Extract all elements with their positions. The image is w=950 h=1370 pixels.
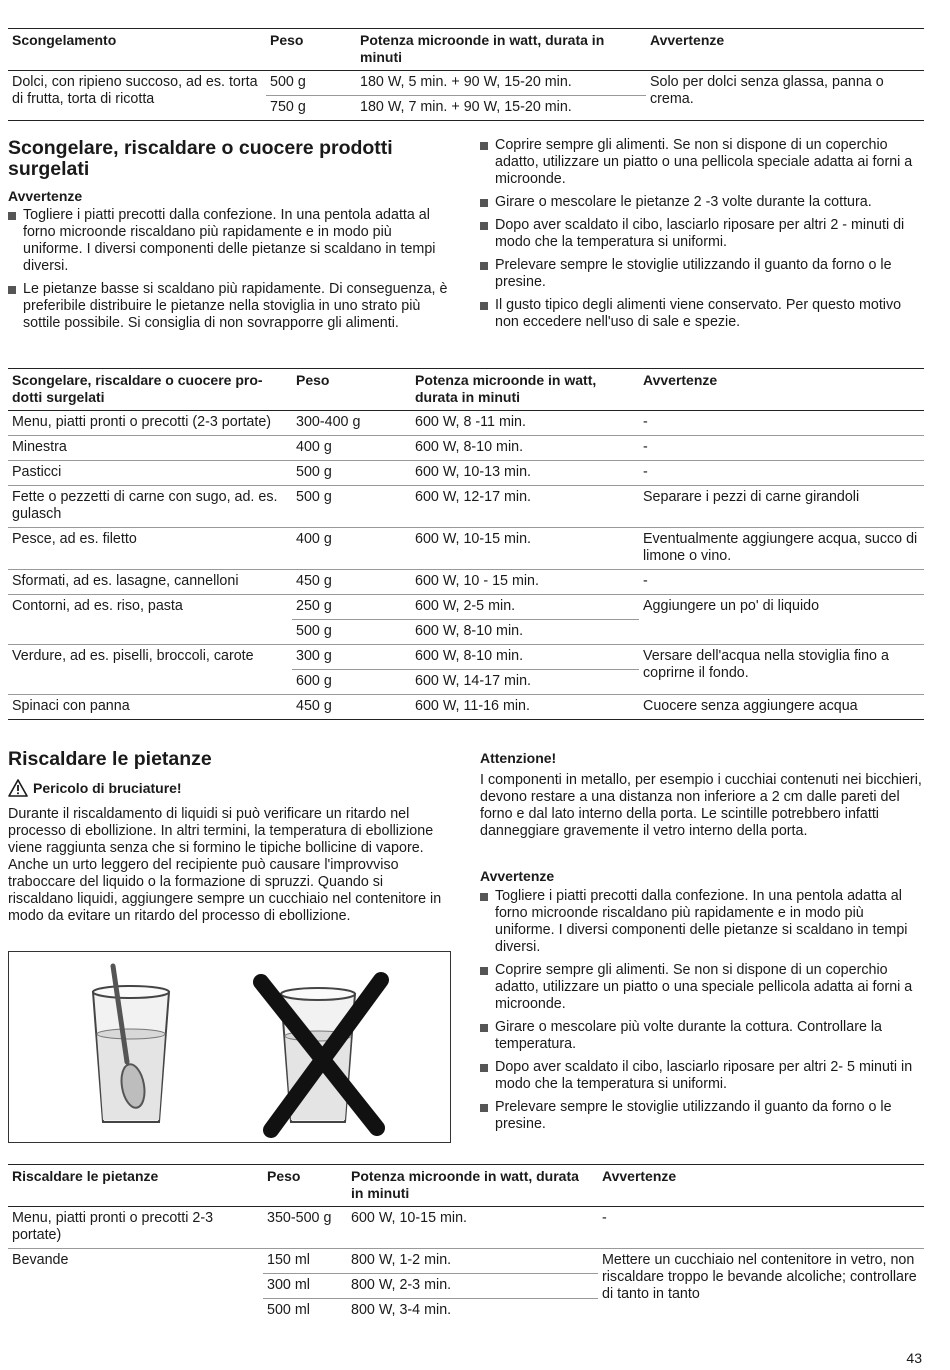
table-row bbox=[8, 570, 924, 595]
table-cell: 300 g bbox=[292, 645, 411, 670]
table-cell: Cuocere senza aggiungere acqua bbox=[639, 695, 924, 720]
list-item: Dopo aver scaldato il cibo, lasciarlo riposare per altri 2- 5 minuti in modo che la temperatura si uniformi. bbox=[480, 1059, 922, 1093]
col-header: Avvertenze bbox=[598, 1165, 924, 1207]
table-cell: 180 W, 7 min. + 90 W, 15-20 min. bbox=[356, 96, 646, 121]
table-cell: 600 W, 10 - 15 min. bbox=[411, 570, 639, 595]
warning-heading: Pericolo di bruciature! bbox=[8, 779, 182, 797]
col-header: Potenza microonde in watt, durata in minuti bbox=[347, 1165, 598, 1207]
table-cell: 600 W, 8 -11 min. bbox=[411, 411, 639, 436]
list-item: Girare o mescolare le pietanze 2 -3 volte durante la cottura. bbox=[480, 194, 922, 211]
table-cell: Mettere un cucchiaio nel contenitore in vetro, non riscaldare troppo le bevande alcoliche; controllare di tanto in tanto bbox=[602, 1252, 917, 1302]
table-cell: 600 W, 8-10 min. bbox=[411, 436, 639, 461]
glass-spoon-illustration bbox=[8, 951, 451, 1143]
list-item: Coprire sempre gli alimenti. Se non si dispone di un coperchio adatto, utilizzare un piatto o una speciale pellicola adatta ai forni a microonde. bbox=[480, 962, 922, 1013]
table-cell: 750 g bbox=[266, 96, 356, 121]
table-cell: 300 ml bbox=[263, 1274, 347, 1299]
table-cell: 250 g bbox=[292, 595, 411, 620]
table-cell: Minestra bbox=[8, 436, 292, 461]
frozen-food-table bbox=[8, 368, 924, 720]
list-item: Dopo aver scaldato il cibo, lasciarlo riposare per altri 2 - minuti di modo che la temperatura si uniformi. bbox=[480, 217, 922, 251]
table-cell: Sformati, ad es. lasagne, cannelloni bbox=[8, 570, 292, 595]
table-cell: 600 W, 8-10 min. bbox=[411, 620, 639, 645]
table-cell: Verdure, ad es. piselli, broccoli, carote bbox=[8, 645, 292, 695]
table-cell: 800 W, 3-4 min. bbox=[351, 1302, 452, 1318]
table-row bbox=[8, 461, 924, 486]
table-row bbox=[8, 528, 924, 570]
list-item: Girare o mescolare più volte durante la cottura. Controllare la temperatura. bbox=[480, 1019, 922, 1053]
list-item: Il gusto tipico degli alimenti viene conservato. Per questo motivo non eccedere nell'uso di sale e spezie. bbox=[480, 297, 922, 331]
table-row bbox=[8, 645, 924, 670]
table-cell: 500 ml bbox=[267, 1302, 310, 1318]
table-cell: 600 W, 2-5 min. bbox=[411, 595, 639, 620]
col-header: Avvertenze bbox=[646, 29, 924, 71]
table-cell: 450 g bbox=[292, 570, 411, 595]
table-cell: Separare i pezzi di carne girandoli bbox=[639, 486, 924, 528]
bullet-icon bbox=[480, 302, 488, 310]
col-header: Peso bbox=[292, 369, 411, 411]
table-cell: Menu, piatti pronti o precotti 2-3 portate) bbox=[8, 1207, 263, 1249]
col-header: Potenza microonde in watt, durata in minuti bbox=[411, 369, 639, 411]
list-item: Togliere i piatti precotti dalla confezione. In una pentola adatta al forno microonde riscaldano più rapidamente e in modo più uniforme. I diversi componenti delle pietanze si scaldano in tempi diversi. bbox=[480, 888, 922, 956]
table-cell: 600 W, 10-13 min. bbox=[411, 461, 639, 486]
col-header: Avvertenze bbox=[639, 369, 924, 411]
list-item: Le pietanze basse si scaldano più rapidamente. Di conseguenza, è preferibile distribuire le pietanze nella stoviglia in uno strato più sottile possibile. Si consiglia di non sovrapporre gli alimenti. bbox=[8, 281, 448, 332]
warning-text: Durante il riscaldamento di liquidi si può verificare un ritardo nel processo di ebollizione. In altri termini, la temperatura di ebollizione viene raggiunta senza che si formino le tipiche bollicine di vapore. Anche un urto leggero del recipiente può causare l'improvviso traboccare del liquido o la formazione di spruzzi. Quando si riscaldano liquidi, aggiungere sempre un cucchiaio nel contenitore in modo da evitare un ritardo del processo di ebollizione. bbox=[8, 806, 442, 924]
thaw-cakes-table bbox=[8, 28, 924, 121]
bullet-icon bbox=[480, 1064, 488, 1072]
table-cell: 600 W, 11-16 min. bbox=[411, 695, 639, 720]
table-cell: 350-500 g bbox=[263, 1207, 347, 1249]
col-header: Peso bbox=[266, 29, 356, 71]
bullet-icon bbox=[480, 199, 488, 207]
table-row bbox=[8, 486, 924, 528]
notes-list bbox=[480, 137, 922, 337]
table-cell: Pesce, ad es. filetto bbox=[8, 528, 292, 570]
table-cell: Spinaci con panna bbox=[8, 695, 292, 720]
table-cell: Fette o pezzetti di carne con sugo, ad. es. gulasch bbox=[8, 486, 292, 528]
bullet-icon bbox=[480, 222, 488, 230]
bullet-icon bbox=[8, 286, 16, 294]
notes-list bbox=[480, 888, 922, 1139]
table-cell: 450 g bbox=[292, 695, 411, 720]
bullet-icon bbox=[480, 893, 488, 901]
bullet-icon bbox=[480, 142, 488, 150]
table-row bbox=[8, 1249, 924, 1274]
table-row bbox=[8, 436, 924, 461]
bullet-icon bbox=[8, 212, 16, 220]
list-item: Coprire sempre gli alimenti. Se non si dispone di un coperchio adatto, utilizzare un piatto o una pellicola speciale adatta ai forni a microonde. bbox=[480, 137, 922, 188]
table-cell: Contorni, ad es. riso, pasta bbox=[8, 595, 292, 645]
table-cell: - bbox=[598, 1207, 924, 1249]
notes-heading: Avvertenze bbox=[480, 868, 555, 884]
col-header: Scongelare, riscaldare o cuocere pro- dotti surgelati bbox=[8, 369, 292, 411]
table-row bbox=[8, 595, 924, 620]
table-cell: Solo per dolci senza glassa, panna o crema. bbox=[646, 71, 924, 121]
table-cell: 150 ml bbox=[263, 1249, 347, 1274]
bullet-icon bbox=[480, 967, 488, 975]
page-number: 43 bbox=[906, 1350, 922, 1366]
table-cell: Pasticci bbox=[8, 461, 292, 486]
table-cell: 600 g bbox=[292, 670, 411, 695]
bullet-icon bbox=[480, 262, 488, 270]
list-item: Prelevare sempre le stoviglie utilizzando il guanto da forno o le presine. bbox=[480, 257, 922, 291]
table-cell: - bbox=[639, 461, 924, 486]
table-cell: - bbox=[639, 436, 924, 461]
warning-triangle-icon bbox=[8, 779, 28, 797]
list-item: Togliere i piatti precotti dalla confezione. In una pentola adatta al forno microonde riscaldano più rapidamente e in modo più uniforme. I diversi componenti delle pietanze si scaldano in tempi diversi. bbox=[8, 207, 448, 275]
col-header: Peso bbox=[263, 1165, 347, 1207]
notes-heading: Avvertenze bbox=[8, 188, 83, 204]
col-header: Scongelamento bbox=[8, 29, 266, 71]
table-cell: 800 W, 2-3 min. bbox=[347, 1274, 598, 1299]
attention-text: I componenti in metallo, per esempio i cucchiai contenuti nei bicchieri, devono restare a una distanza non inferiore a 2 cm dalle pareti del forno e dal lato interno della porta. Le scintille potrebbero infatti danneggiare gravemente il vetro interno della porta. bbox=[480, 772, 922, 839]
table-row bbox=[8, 411, 924, 436]
table-cell: Menu, piatti pronti o precotti (2-3 portate) bbox=[8, 411, 292, 436]
table-cell: Dolci, con ripieno succoso, ad es. torta di frutta, torta di ricotta bbox=[8, 71, 266, 121]
table-cell: 180 W, 5 min. + 90 W, 15-20 min. bbox=[356, 71, 646, 96]
table-row bbox=[8, 695, 924, 720]
glass-with-spoon-icon bbox=[93, 966, 169, 1122]
table-cell: Eventualmente aggiungere acqua, succo di limone o vino. bbox=[639, 528, 924, 570]
table-cell: Bevande bbox=[12, 1252, 69, 1268]
col-header: Potenza microonde in watt, durata in minuti bbox=[356, 29, 646, 71]
table-cell: 500 g bbox=[292, 620, 411, 645]
col-header: Riscaldare le pietanze bbox=[8, 1165, 263, 1207]
table-cell: 600 W, 12-17 min. bbox=[411, 486, 639, 528]
table-cell: Versare dell'acqua nella stoviglia fino a coprirne il fondo. bbox=[639, 645, 924, 695]
notes-list bbox=[8, 207, 448, 338]
glass-illustration-graphic bbox=[9, 952, 450, 1142]
table-cell: 500 g bbox=[292, 486, 411, 528]
table-cell: 400 g bbox=[292, 436, 411, 461]
table-cell: - bbox=[639, 411, 924, 436]
list-item: Prelevare sempre le stoviglie utilizzando il guanto da forno o le presine. bbox=[480, 1099, 922, 1133]
table-cell: 600 W, 10-15 min. bbox=[347, 1207, 598, 1249]
table-cell: 600 W, 10-15 min. bbox=[411, 528, 639, 570]
table-cell: - bbox=[639, 570, 924, 595]
table-cell: 500 g bbox=[266, 71, 356, 96]
table-cell: Aggiungere un po' di liquido bbox=[639, 595, 924, 645]
table-cell: 500 g bbox=[292, 461, 411, 486]
table-cell: 400 g bbox=[292, 528, 411, 570]
section-title: Riscaldare le pietanze bbox=[8, 748, 212, 770]
table-cell: 300-400 g bbox=[292, 411, 411, 436]
bullet-icon bbox=[480, 1024, 488, 1032]
attention-heading: Attenzione! bbox=[480, 750, 557, 766]
table-cell: 600 W, 14-17 min. bbox=[411, 670, 639, 695]
section-title: Scongelare, riscaldare o cuocere prodotti surgelati bbox=[8, 137, 393, 180]
table-cell: 800 W, 1-2 min. bbox=[347, 1249, 598, 1274]
table-row bbox=[8, 1207, 924, 1249]
reheat-table bbox=[8, 1164, 924, 1323]
bullet-icon bbox=[480, 1104, 488, 1112]
table-cell: 600 W, 8-10 min. bbox=[411, 645, 639, 670]
